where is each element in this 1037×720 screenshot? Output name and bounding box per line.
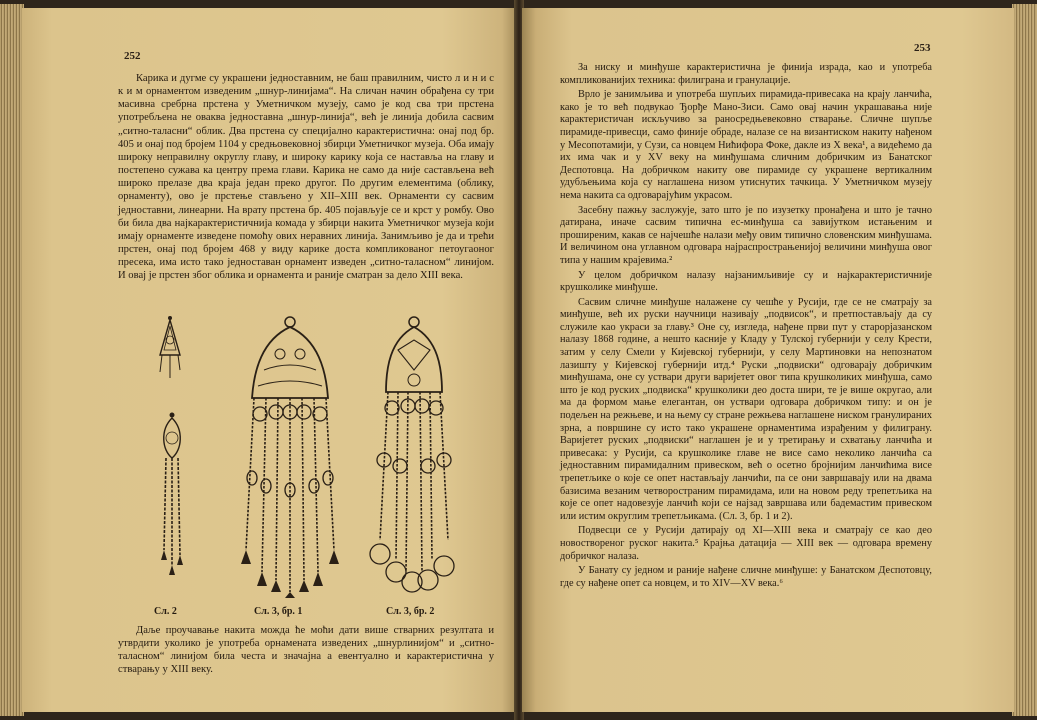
left-bottom-text [118, 624, 494, 677]
right-page-edges [1012, 4, 1037, 716]
jewelry-illustrations [142, 310, 492, 600]
left-paragraph-2: Даље проучавање накита можда ће моћи дати више стварних резултата и утврдити уколико је употреба орнамената изведених „шнурлинијом“ и „ситно-таласном“ линијом била честа и значајна а евентуално и карактеристична у стварању у XIII веку. [118, 625, 494, 676]
caption-fig-3-2: Сл. 3, бр. 2 [386, 606, 435, 617]
fig-2-pendant-top [160, 316, 180, 378]
right-paragraph-5: Сасвим сличне минђуше налажене су чешће у Русији, где се не сматрају за минђуше, већ их руски научници називају „подвисок“, и претпостављају да су служиле као украси за главу.³ Оне су, изгледа, нађене први пут у старорјазанском налазу 1868 године, а нешто касније у Кладу у Тулској губернији у селу Крести, затим у селу Смели у Кијевској губернији, у селу Мартиновки на непознатом лазишту у Кијевској губернији итд.⁴ Руски „подвиски“ одговарају добричким минђушама, оне су уствари други варијетет овог типа крушколиких минђуша, само што је код руских „подвиска“ крушколики део доста шири, те је више округао, али ма да формом мање елегантан, он уствари одговара добричком типу: и он је подељен на режњеве, и на њему су стране режњева наглашене ниском гранулираних зрна, а површине су исто тако украшене орнаментима израђеним у филиграну. Варијетет руских „подвиски“ наглашен је и у третирању и схватању ланчића и привесака: у Русији, са крушколике главе не висе само неколико ланчића са једноставним пирамидалним привеском, већ о осетно бројнијим ланчићима висе трепетљике о које се опет настављају ланчићи, па се они завршавају или на двама базисима везаним четвоространим пирамидама, или на новом реду трепетљика на које се опет надовезује ланчић који се најзад завршава или бадемастим привеском или истим округлим трепетљикама. (Сл. 3, бр. 1 и 2). [560, 296, 932, 522]
left-page-number: 252 [124, 50, 141, 62]
fig-3-1-pendant [241, 317, 339, 598]
right-page-number: 253 [914, 42, 931, 54]
right-paragraph-2: Врло је занимљива и употреба шупљих пирамида-привесака на крају ланчића, како је то већ подвукао Ђорђе Мано-Зиси. Само овај начин украшавања није карактеристичан искључиво за раносредњевековно стварање. Сличне шупље пирамиде-привесци, само финије обраде, налазе се на византиском накиту нађеном у Месопотамији, у Сузи, са новцем Нићифора Фоке, дакле из X века¹, а видећемо да их има чак и у XV веку на минђушама сличним добричким из Банатског Деспотовца. На добричком накиту ове пирамиде су украшене вертикалним удубљењима која су наглашена низом утиснутих тачкица. У Уметничком музеју нема накита са одговарајућим украсом. [560, 89, 932, 201]
right-page [522, 8, 1014, 712]
caption-fig-3-1: Сл. 3, бр. 1 [254, 606, 303, 617]
right-paragraph-1: За ниску и минђуше карактеристична је финија израда, као и употреба компликованијих техника: филиграна и гранулације. [560, 62, 932, 86]
left-page [22, 8, 516, 712]
left-page-edges [0, 4, 24, 716]
left-top-text [118, 72, 494, 283]
fig-2-pendant-long [161, 413, 183, 576]
caption-fig-2: Сл. 2 [154, 606, 177, 617]
right-paragraph-7: У Банату су једном и раније нађене сличне минђуше: у Банатском Деспотовцу, где су нађене опет са новцем, и то XIV—XV века.⁶ [560, 565, 932, 589]
left-paragraph-1: Карика и дугме су украшени једноставним, не баш правилним, чисто л и н и с к и м орнаментом изведеним „шнур-линијама“. На сличан начин обрађена су три масивна сребрна прстена у Уметничком музеју, само је код сва три прстена употребљена не оваква једноставна „шнур-линија“, већ је линија добила сасвим „ситно-таласни“ облик. Два прстена су специјално карактеристична: онај под бр. 405 и онај под бројем 1104 у средњовековној збирци Уметничког музеја. Оба имају широку неправилну округлу главу, и широку карику која се наставља на главу и постепено сужава ка центру према глави. Карика не само да није састављена већ широко прелазе два краја један преко другог. По другим елементима (облику, орнаменту), ово је прстење стављено у XII–XIII век. Орнаменти су сасвим једноставни, линеарни. На врату прстена бр. 405 појављује се и крст у ромбу. Ово би била два најкарактеристичнија комада у збирци накита Уметничког музеја који имају орнаменте изведене помоћу ових неравних линија. Занимљиво је да и трећи прстен, онај под бројем 468 у виду карике доста компликованог петоугаоног пресека, има исто тако једноставан орнамент изведен „ситно-таласном“ линијом. И овај је прстен због облика и орнамента и раније сматран за дело XIII века. [118, 73, 494, 282]
right-paragraph-6: Подвесци се у Русији датирају од XI—XIII века и сматрају се као део новоствореног руског накита.⁵ Крајња датација — XIII век — одговара времену добричког налаза. [560, 525, 932, 562]
right-page-text [560, 62, 932, 590]
fig-3-2-pendant [370, 317, 454, 592]
right-paragraph-3: Засебну пажњу заслужује, зато што је по изузетку пронађена и што је тачно датирана, иначе сасвим типична ес-минђуша са завијутком истањеним и проширеним, какав се најчешће налази међу овим типично словенским минђушама. И величином она углавном одговара најраспрострањенијој величини минђуша овог типа у нашим крајевима.² [560, 204, 932, 266]
right-paragraph-4: У целом добричком налазу најзанимљивије су и најкарактеристичније крушколике минђуше. [560, 269, 932, 294]
